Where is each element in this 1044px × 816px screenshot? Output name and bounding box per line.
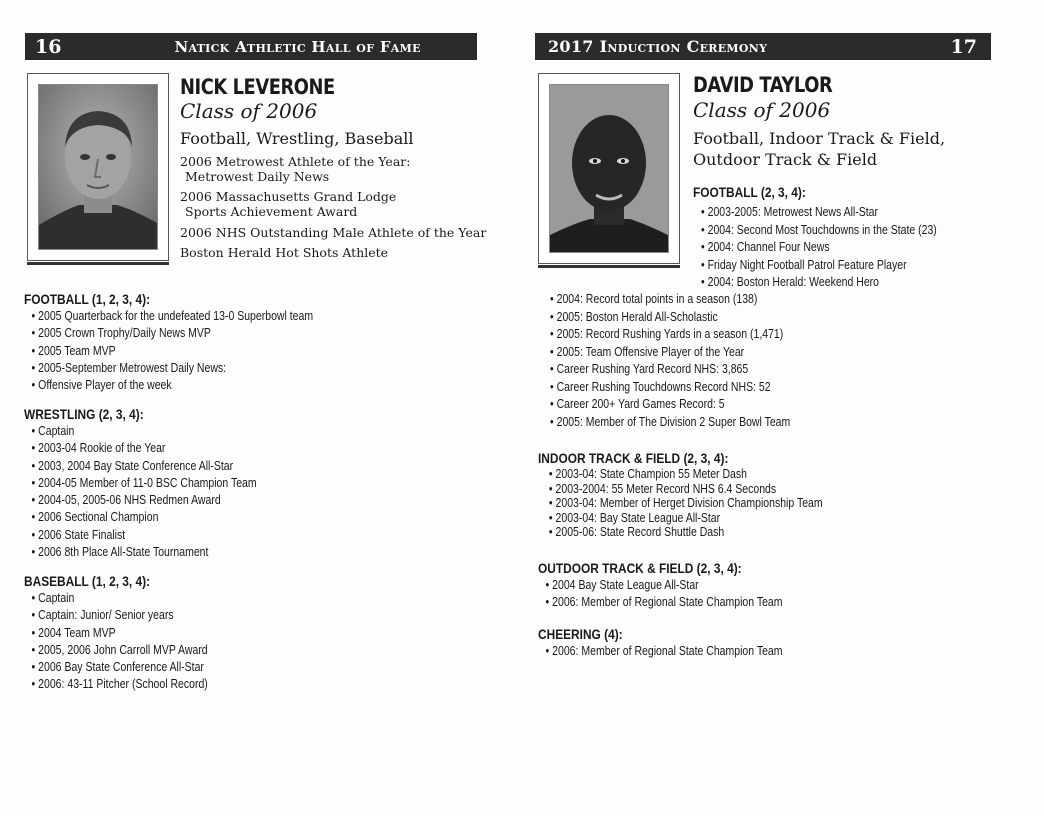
list-item: • 2005: Boston Herald All-Scholastic	[550, 309, 790, 327]
list-item: • 2005 Quarterback for the undefeated 13-0 Superbowl team	[32, 308, 314, 325]
sports-list: Football, Indoor Track & Field, Outdoor Track & Field	[693, 129, 946, 169]
class-year: Class of 2006	[693, 98, 831, 122]
list-item: • 2006 Bay State Conference All-Star	[32, 659, 208, 676]
football-list	[550, 291, 790, 431]
section-heading: CHEERING (4):	[538, 626, 623, 642]
left-page-header	[25, 33, 477, 60]
section-heading: BASEBALL (1, 2, 3, 4):	[24, 573, 151, 589]
list-item: • 2004: Channel Four News	[701, 239, 937, 257]
list-item: • 2006 Sectional Champion	[32, 509, 257, 526]
right-header-title: 2017 Induction Ceremony	[548, 37, 768, 56]
section-heading: FOOTBALL (1, 2, 3, 4):	[24, 291, 151, 307]
left-page-number: 16	[35, 35, 62, 58]
indoor-track-section	[538, 450, 877, 540]
list-item: • Captain	[32, 590, 208, 607]
section-heading: INDOOR TRACK & FIELD (2, 3, 4):	[538, 450, 729, 466]
list-item: • Captain: Junior/ Senior years	[32, 607, 208, 624]
list-item: • 2003-04: Member of Herget Division Championship Team	[549, 496, 823, 511]
left-header-title: Natick Athletic Hall of Fame	[174, 37, 421, 56]
outdoor-track-section	[538, 560, 829, 612]
section-heading: OUTDOOR TRACK & FIELD (2, 3, 4):	[538, 560, 742, 576]
sports-list: Football, Wrestling, Baseball	[180, 129, 414, 148]
right-page-number: 17	[950, 35, 977, 58]
portrait-image	[549, 84, 669, 253]
football-list-indented	[701, 204, 937, 292]
list-item: • 2004 Team MVP	[32, 625, 208, 642]
list-item: • 2003, 2004 Bay State Conference All-Star	[32, 458, 257, 475]
portrait-image	[38, 84, 158, 250]
list-item: • Career Rushing Yard Record NHS: 3,865	[550, 361, 790, 379]
list-item: • 2005, 2006 John Carroll MVP Award	[32, 642, 208, 659]
award-item: 2006 NHS Outstanding Male Athlete of the Year	[180, 225, 487, 240]
david-taylor-photo	[538, 73, 680, 264]
list-item: • 2003-2004: 55 Meter Record NHS 6.4 Seconds	[549, 482, 823, 497]
list-item: • 2004-05 Member of 11-0 BSC Champion Team	[32, 475, 257, 492]
baseball-section	[24, 573, 243, 694]
list-item: • 2006 8th Place All-State Tournament	[32, 544, 257, 561]
list-item: • 2005-September Metrowest Daily News:	[32, 360, 314, 377]
wrestling-section	[24, 406, 301, 561]
list-item: • 2003-04: State Champion 55 Meter Dash	[549, 467, 823, 482]
football-section	[24, 291, 368, 394]
football-heading: FOOTBALL (2, 3, 4):	[693, 184, 806, 200]
list-item: • Career 200+ Yard Games Record: 5	[550, 396, 790, 414]
list-item: • 2004: Boston Herald: Weekend Hero	[701, 274, 937, 292]
list-item: • 2005: Team Offensive Player of the Year	[550, 344, 790, 362]
award-item: 2006 Massachusetts Grand Lodge Sports Achievement Award	[180, 189, 397, 219]
list-item: • 2005-06: State Record Shuttle Dash	[549, 525, 823, 540]
list-item: • 2003-04: Bay State League All-Star	[549, 511, 823, 526]
list-item: • Career Rushing Touchdowns Record NHS: 52	[550, 379, 790, 397]
nick-leverone-photo	[27, 73, 169, 261]
list-item: • 2004 Bay State League All-Star	[546, 577, 783, 594]
inductee-name: NICK LEVERONE	[180, 75, 335, 99]
right-page-header	[535, 33, 991, 60]
list-item: • 2005 Crown Trophy/Daily News MVP	[32, 325, 314, 342]
list-item: • 2004: Record total points in a season (138)	[550, 291, 790, 309]
list-item: • 2003-04 Rookie of the Year	[32, 440, 257, 457]
award-item: 2006 Metrowest Athlete of the Year: Metrowest Daily News	[180, 154, 411, 184]
list-item: • Captain	[32, 423, 257, 440]
list-item: • 2003-2005: Metrowest News All-Star	[701, 204, 937, 222]
list-item: • 2006: 43-11 Pitcher (School Record)	[32, 676, 208, 693]
list-item: • Friday Night Football Patrol Feature Player	[701, 257, 937, 275]
list-item: • 2004: Second Most Touchdowns in the State (23)	[701, 222, 937, 240]
list-item: • 2006: Member of Regional State Champion Team	[546, 594, 783, 611]
class-year: Class of 2006	[180, 99, 318, 123]
list-item: • Offensive Player of the week	[32, 377, 314, 394]
list-item: • 2006 State Finalist	[32, 527, 257, 544]
list-item: • 2005 Team MVP	[32, 343, 314, 360]
cheering-section	[538, 626, 829, 660]
inductee-name: DAVID TAYLOR	[693, 73, 833, 97]
section-heading: WRESTLING (2, 3, 4):	[24, 406, 144, 422]
award-item: Boston Herald Hot Shots Athlete	[180, 245, 389, 260]
list-item: • 2004-05, 2005-06 NHS Redmen Award	[32, 492, 257, 509]
list-item: • 2006: Member of Regional State Champion Team	[546, 643, 783, 660]
list-item: • 2005: Member of The Division 2 Super Bowl Team	[550, 414, 790, 432]
list-item: • 2005: Record Rushing Yards in a season (1,471)	[550, 326, 790, 344]
